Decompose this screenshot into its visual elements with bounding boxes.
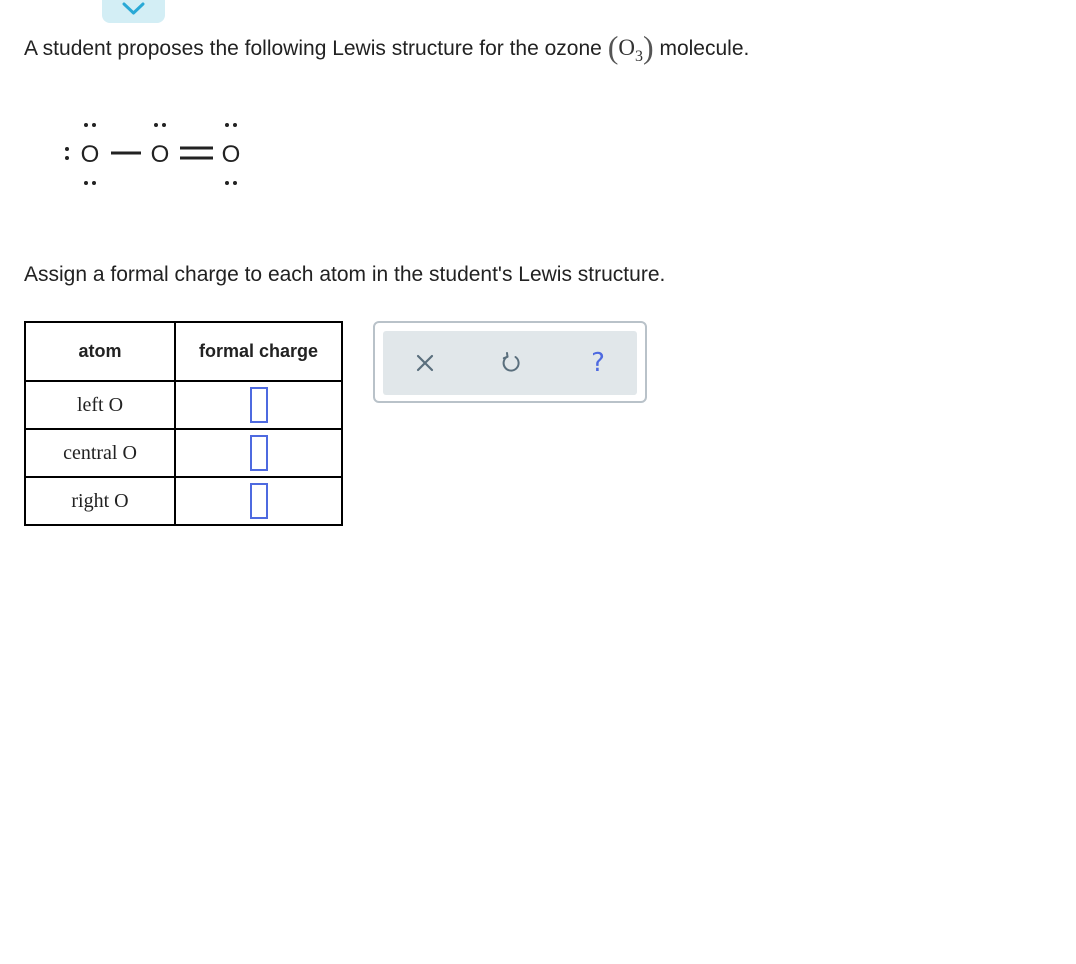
ozone-formula: $(O_3)$ <box>607 29 654 65</box>
undo-icon <box>500 352 522 374</box>
formula-element: O <box>618 35 635 60</box>
collapse-tab[interactable] <box>102 0 165 23</box>
close-icon <box>415 353 435 373</box>
tools-toolbar <box>383 331 637 395</box>
formal-charge-cell <box>175 381 342 429</box>
formula-subscript: 3 <box>634 48 643 65</box>
atom-label: right O <box>25 477 175 525</box>
question-text <box>24 29 749 75</box>
clear-button[interactable] <box>407 345 443 381</box>
answer-tools-panel <box>373 321 647 403</box>
formal-charge-cell <box>175 477 342 525</box>
formal-charge-table <box>24 321 343 526</box>
instruction-text: Assign a formal charge to each atom in the student's Lewis structure. <box>24 263 666 286</box>
lewis-structure <box>56 110 256 194</box>
header-formal-charge: formal charge <box>175 322 342 381</box>
atom-label: left O <box>25 381 175 429</box>
formal-charge-cell <box>175 429 342 477</box>
chevron-down-icon <box>122 2 145 15</box>
left-oxygen: O <box>80 141 100 168</box>
question-text-after: molecule. <box>659 37 750 60</box>
table-row <box>25 429 342 477</box>
atom-label: central O <box>25 429 175 477</box>
left-o-charge-input[interactable] <box>250 387 268 423</box>
question-text-before: A student proposes the following Lewis structure for the ozone <box>24 37 602 60</box>
right-o-charge-input[interactable] <box>250 483 268 519</box>
central-o-charge-input[interactable] <box>250 435 268 471</box>
right-oxygen: O <box>221 141 241 168</box>
table-row <box>25 381 342 429</box>
undo-button[interactable] <box>493 345 529 381</box>
help-button[interactable] <box>580 345 616 381</box>
help-icon: ? <box>591 348 605 378</box>
table-row <box>25 477 342 525</box>
header-atom: atom <box>25 322 175 381</box>
central-oxygen: O <box>150 141 170 168</box>
